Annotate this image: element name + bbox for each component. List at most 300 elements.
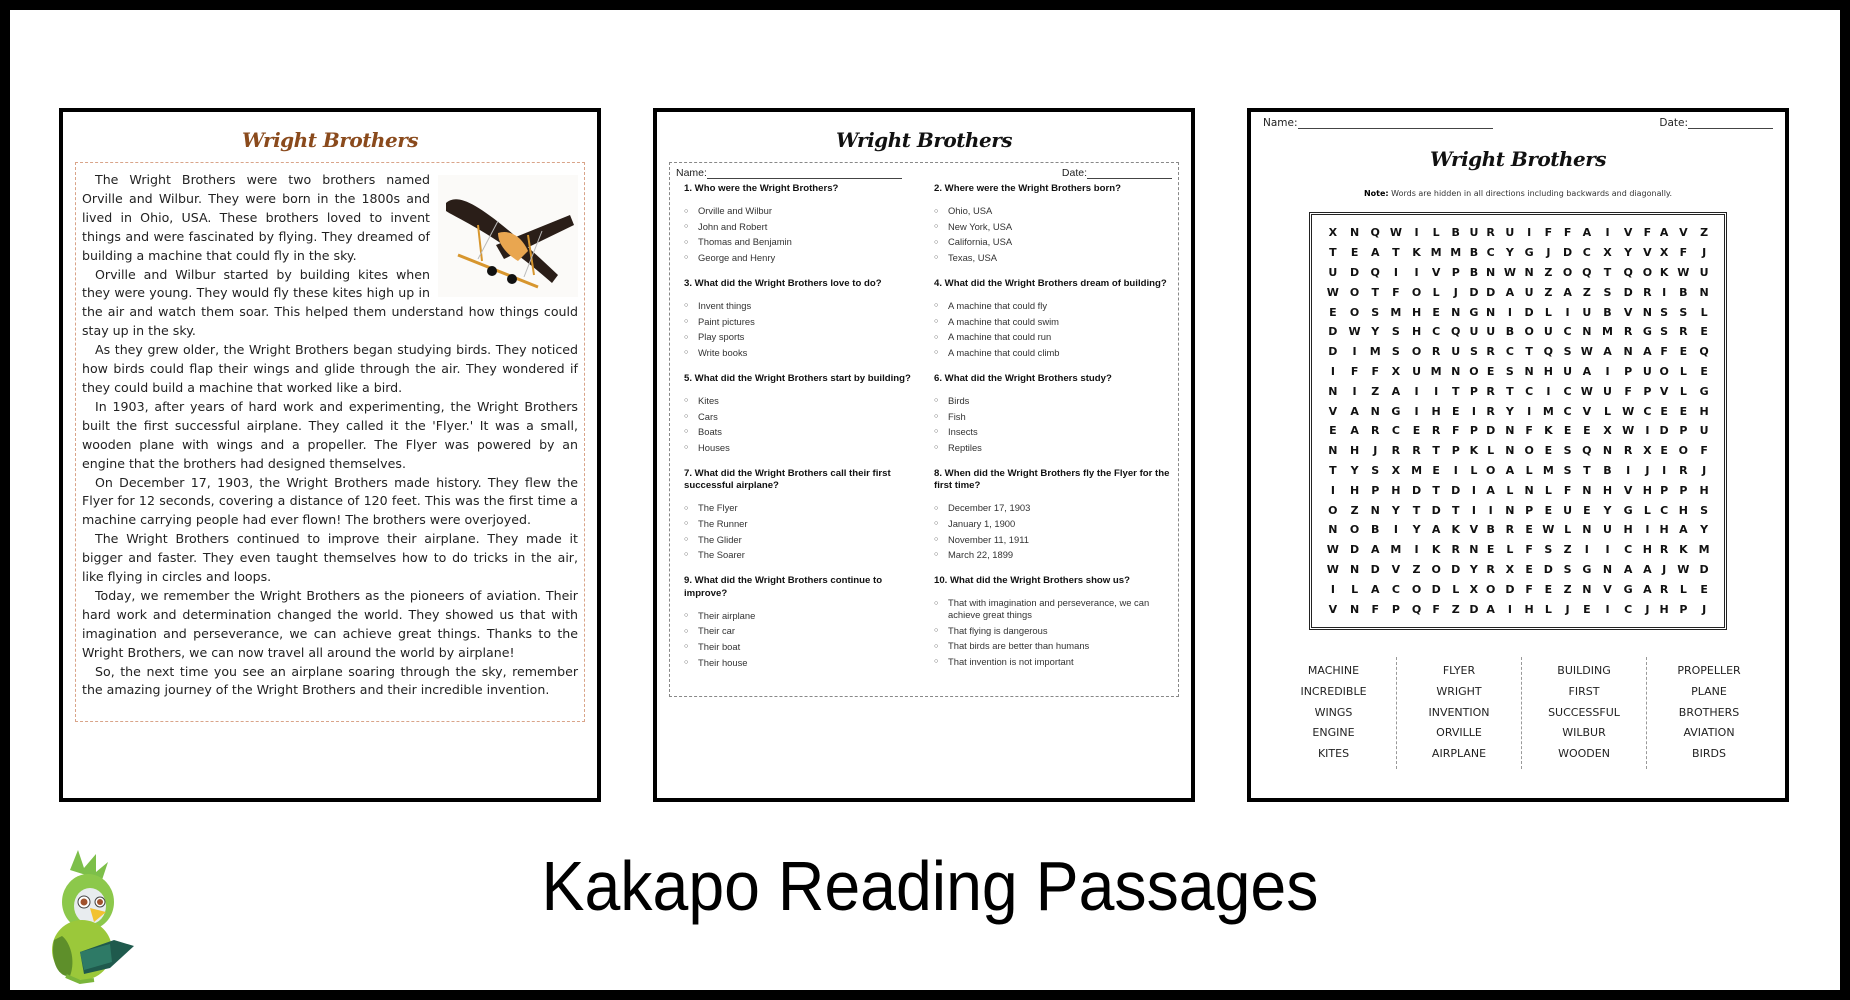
grid-letter[interactable]: E <box>1329 305 1337 319</box>
radio-circle-icon[interactable]: ○ <box>684 207 689 215</box>
grid-letter[interactable]: X <box>1659 246 1669 260</box>
answer-option[interactable] <box>684 235 922 251</box>
grid-letter[interactable]: A <box>1350 404 1359 418</box>
grid-letter[interactable]: D <box>1451 562 1461 576</box>
grid-letter[interactable]: S <box>1391 325 1400 339</box>
grid-letter[interactable]: V <box>1328 404 1338 418</box>
grid-letter[interactable]: C <box>1391 424 1400 438</box>
grid-letter[interactable]: G <box>1642 325 1652 339</box>
radio-circle-icon[interactable]: ○ <box>934 627 939 635</box>
grid-letter[interactable]: J <box>1565 602 1570 616</box>
grid-letter[interactable]: T <box>1603 265 1612 279</box>
grid-letter[interactable]: I <box>1527 404 1532 418</box>
grid-letter[interactable]: L <box>1525 463 1533 477</box>
radio-circle-icon[interactable]: ○ <box>934 412 939 420</box>
grid-letter[interactable]: E <box>1544 582 1553 596</box>
grid-letter[interactable]: J <box>1373 444 1378 458</box>
grid-letter[interactable]: O <box>1431 562 1441 576</box>
grid-letter[interactable]: D <box>1451 483 1461 497</box>
answer-option[interactable] <box>684 639 922 655</box>
grid-letter[interactable]: M <box>1430 246 1442 260</box>
grid-letter[interactable]: U <box>1451 345 1461 359</box>
grid-letter[interactable]: T <box>1329 463 1337 477</box>
grid-letter[interactable]: M <box>1450 246 1462 260</box>
grid-letter[interactable]: F <box>1544 226 1553 240</box>
grid-letter[interactable]: U <box>1524 285 1534 299</box>
grid-letter[interactable]: W <box>1389 226 1402 240</box>
grid-letter[interactable]: D <box>1623 285 1633 299</box>
grid-letter[interactable]: O <box>1485 463 1496 477</box>
grid-letter[interactable]: L <box>1679 364 1687 378</box>
grid-letter[interactable]: P <box>1451 444 1460 458</box>
grid-letter[interactable]: H <box>1411 325 1422 339</box>
grid-letter[interactable]: N <box>1602 562 1613 576</box>
grid-letter[interactable]: I <box>1352 345 1357 359</box>
answer-option[interactable] <box>684 532 922 548</box>
grid-letter[interactable]: T <box>1412 503 1421 517</box>
grid-letter[interactable]: S <box>1700 503 1709 517</box>
grid-letter[interactable]: I <box>1414 543 1419 557</box>
grid-letter[interactable]: A <box>1623 562 1633 576</box>
grid-letter[interactable]: N <box>1623 345 1633 359</box>
grid-letter[interactable]: E <box>1486 543 1495 557</box>
grid-letter[interactable]: U <box>1563 364 1573 378</box>
grid-letter[interactable]: S <box>1544 543 1553 557</box>
grid-letter[interactable]: J <box>1546 246 1551 260</box>
grid-letter[interactable]: D <box>1699 562 1709 576</box>
answer-option[interactable] <box>934 393 1172 409</box>
grid-letter[interactable]: S <box>1603 285 1612 299</box>
grid-letter[interactable]: I <box>1488 503 1493 517</box>
grid-letter[interactable]: N <box>1642 305 1652 319</box>
grid-letter[interactable]: E <box>1700 364 1708 378</box>
grid-letter[interactable]: D <box>1543 562 1553 576</box>
grid-letter[interactable]: R <box>1451 543 1460 557</box>
grid-letter[interactable]: A <box>1582 226 1592 240</box>
grid-letter[interactable]: F <box>1371 364 1379 378</box>
grid-letter[interactable]: R <box>1659 543 1669 557</box>
grid-letter[interactable]: I <box>1527 226 1532 240</box>
grid-letter[interactable]: P <box>1660 483 1669 497</box>
grid-letter[interactable]: P <box>1643 384 1652 398</box>
grid-letter[interactable]: L <box>1700 305 1708 319</box>
answer-option[interactable] <box>934 298 1172 314</box>
grid-letter[interactable]: Z <box>1544 285 1553 299</box>
grid-letter[interactable]: Z <box>1700 226 1709 240</box>
grid-letter[interactable]: L <box>1487 444 1495 458</box>
grid-letter[interactable]: V <box>1643 246 1652 260</box>
grid-letter[interactable]: O <box>1469 364 1479 378</box>
grid-letter[interactable]: E <box>1700 325 1708 339</box>
grid-letter[interactable]: E <box>1679 404 1688 418</box>
grid-letter[interactable]: N <box>1602 444 1613 458</box>
radio-circle-icon[interactable]: ○ <box>934 317 939 325</box>
grid-letter[interactable]: J <box>1702 246 1707 260</box>
radio-circle-icon[interactable]: ○ <box>684 302 689 310</box>
answer-option[interactable] <box>684 250 922 266</box>
grid-letter[interactable]: F <box>1525 424 1533 438</box>
grid-letter[interactable]: J <box>1645 602 1650 616</box>
grid-letter[interactable]: I <box>1626 463 1631 477</box>
grid-letter[interactable]: S <box>1660 325 1669 339</box>
grid-letter[interactable]: E <box>1660 404 1668 418</box>
grid-letter[interactable]: R <box>1679 325 1688 339</box>
grid-letter[interactable]: X <box>1469 582 1479 596</box>
answer-option[interactable] <box>934 204 1172 220</box>
grid-letter[interactable]: N <box>1699 285 1709 299</box>
grid-letter[interactable]: A <box>1643 562 1652 576</box>
radio-circle-icon[interactable]: ○ <box>684 520 689 528</box>
answer-option[interactable] <box>934 330 1172 346</box>
grid-letter[interactable]: M <box>1390 543 1402 557</box>
grid-letter[interactable]: P <box>1624 364 1633 378</box>
grid-letter[interactable]: D <box>1469 602 1479 616</box>
grid-letter[interactable]: A <box>1603 345 1612 359</box>
grid-letter[interactable]: C <box>1624 543 1633 557</box>
grid-letter[interactable]: N <box>1370 503 1380 517</box>
grid-letter[interactable]: C <box>1505 345 1514 359</box>
answer-option[interactable] <box>684 345 922 361</box>
grid-letter[interactable]: P <box>1525 503 1534 517</box>
grid-letter[interactable]: O <box>1349 523 1360 537</box>
grid-letter[interactable]: G <box>1524 246 1534 260</box>
grid-letter[interactable]: E <box>1583 602 1591 616</box>
grid-letter[interactable]: T <box>1371 285 1379 299</box>
grid-letter[interactable]: D <box>1350 265 1360 279</box>
grid-letter[interactable]: P <box>1679 424 1688 438</box>
radio-circle-icon[interactable]: ○ <box>684 223 689 231</box>
radio-circle-icon[interactable]: ○ <box>684 317 689 325</box>
grid-letter[interactable]: L <box>1679 582 1687 596</box>
radio-circle-icon[interactable]: ○ <box>684 333 689 341</box>
grid-letter[interactable]: A <box>1643 345 1652 359</box>
grid-letter[interactable]: S <box>1563 444 1572 458</box>
grid-letter[interactable]: S <box>1371 463 1380 477</box>
grid-letter[interactable]: V <box>1582 404 1592 418</box>
grid-letter[interactable]: E <box>1412 424 1421 438</box>
grid-letter[interactable]: W <box>1622 424 1635 438</box>
grid-letter[interactable]: N <box>1328 384 1338 398</box>
answer-option[interactable] <box>934 623 1172 639</box>
grid-letter[interactable]: R <box>1486 404 1495 418</box>
grid-letter[interactable]: N <box>1486 305 1496 319</box>
grid-letter[interactable]: A <box>1391 384 1401 398</box>
grid-letter[interactable]: R <box>1486 345 1495 359</box>
grid-letter[interactable]: P <box>1679 602 1688 616</box>
grid-letter[interactable]: N <box>1451 305 1461 319</box>
grid-letter[interactable]: F <box>1563 483 1572 497</box>
grid-letter[interactable]: P <box>1371 483 1380 497</box>
grid-letter[interactable]: Z <box>1371 384 1380 398</box>
grid-letter[interactable]: L <box>1679 384 1687 398</box>
grid-letter[interactable]: I <box>1507 602 1512 616</box>
grid-letter[interactable]: H <box>1699 404 1709 418</box>
grid-letter[interactable]: N <box>1370 404 1380 418</box>
grid-letter[interactable]: X <box>1328 226 1338 240</box>
radio-circle-icon[interactable]: ○ <box>934 302 939 310</box>
grid-letter[interactable]: I <box>1605 226 1610 240</box>
grid-letter[interactable]: N <box>1505 444 1515 458</box>
answer-option[interactable] <box>934 250 1172 266</box>
grid-letter[interactable]: C <box>1563 404 1572 418</box>
grid-letter[interactable]: R <box>1643 285 1652 299</box>
answer-option[interactable] <box>934 654 1172 670</box>
grid-letter[interactable]: K <box>1469 444 1479 458</box>
radio-circle-icon[interactable]: ○ <box>934 551 939 559</box>
grid-letter[interactable]: L <box>1351 582 1359 596</box>
grid-letter[interactable]: J <box>1453 285 1458 299</box>
radio-circle-icon[interactable]: ○ <box>934 207 939 215</box>
radio-circle-icon[interactable]: ○ <box>684 444 689 452</box>
grid-letter[interactable]: O <box>1411 582 1422 596</box>
grid-letter[interactable]: H <box>1659 602 1669 616</box>
grid-letter[interactable]: U <box>1486 325 1496 339</box>
grid-letter[interactable]: N <box>1582 582 1592 596</box>
grid-letter[interactable]: A <box>1679 523 1688 537</box>
grid-letter[interactable]: Q <box>1370 226 1380 240</box>
grid-letter[interactable]: V <box>1623 226 1633 240</box>
grid-letter[interactable]: R <box>1679 463 1688 477</box>
grid-letter[interactable]: I <box>1605 543 1610 557</box>
grid-letter[interactable]: S <box>1391 345 1400 359</box>
grid-letter[interactable]: C <box>1432 325 1441 339</box>
grid-letter[interactable]: I <box>1330 364 1335 378</box>
grid-letter[interactable]: U <box>1412 364 1422 378</box>
answer-option[interactable] <box>684 298 922 314</box>
grid-letter[interactable]: N <box>1486 265 1496 279</box>
radio-circle-icon[interactable]: ○ <box>684 397 689 405</box>
grid-letter[interactable]: E <box>1583 503 1591 517</box>
grid-letter[interactable]: M <box>1698 543 1710 557</box>
grid-letter[interactable]: Z <box>1451 602 1460 616</box>
grid-letter[interactable]: A <box>1582 364 1592 378</box>
grid-letter[interactable]: E <box>1563 424 1572 438</box>
grid-letter[interactable]: Q <box>1582 265 1592 279</box>
grid-letter[interactable]: C <box>1486 246 1495 260</box>
grid-letter[interactable]: Q <box>1543 345 1554 359</box>
grid-letter[interactable]: L <box>1603 404 1611 418</box>
grid-letter[interactable]: X <box>1391 463 1401 477</box>
grid-letter[interactable]: D <box>1370 562 1380 576</box>
grid-letter[interactable]: Q <box>1582 444 1592 458</box>
answer-option[interactable] <box>934 409 1172 425</box>
grid-letter[interactable]: N <box>1328 444 1338 458</box>
radio-circle-icon[interactable]: ○ <box>684 612 689 619</box>
grid-letter[interactable]: E <box>1432 463 1440 477</box>
radio-circle-icon[interactable]: ○ <box>684 504 689 512</box>
grid-letter[interactable]: I <box>1414 384 1419 398</box>
grid-letter[interactable]: V <box>1659 384 1669 398</box>
grid-letter[interactable]: Q <box>1411 602 1422 616</box>
radio-circle-icon[interactable]: ○ <box>934 223 939 231</box>
grid-letter[interactable]: T <box>1432 444 1440 458</box>
grid-letter[interactable]: N <box>1328 523 1338 537</box>
grid-letter[interactable]: U <box>1582 305 1592 319</box>
grid-letter[interactable]: T <box>1329 246 1337 260</box>
grid-letter[interactable]: A <box>1505 463 1515 477</box>
grid-letter[interactable]: I <box>1414 404 1419 418</box>
grid-letter[interactable]: U <box>1563 503 1573 517</box>
radio-circle-icon[interactable]: ○ <box>934 642 939 650</box>
answer-option[interactable] <box>684 624 922 640</box>
grid-letter[interactable]: O <box>1485 582 1496 596</box>
grid-letter[interactable]: V <box>1469 523 1479 537</box>
grid-letter[interactable]: E <box>1486 364 1495 378</box>
grid-letter[interactable]: M <box>1369 345 1381 359</box>
grid-letter[interactable]: K <box>1451 523 1460 537</box>
grid-letter[interactable]: U <box>1603 384 1612 398</box>
answer-option[interactable] <box>684 501 922 517</box>
grid-letter[interactable]: M <box>1542 404 1554 418</box>
grid-letter[interactable]: I <box>1414 226 1419 240</box>
grid-letter[interactable]: N <box>1349 602 1360 616</box>
grid-letter[interactable]: F <box>1643 226 1652 240</box>
grid-letter[interactable]: A <box>1505 285 1515 299</box>
grid-letter[interactable]: D <box>1563 246 1573 260</box>
grid-letter[interactable]: O <box>1349 305 1360 319</box>
grid-letter[interactable]: F <box>1624 384 1632 398</box>
grid-letter[interactable]: O <box>1411 345 1422 359</box>
grid-letter[interactable]: I <box>1471 404 1476 418</box>
grid-letter[interactable]: E <box>1583 424 1591 438</box>
grid-letter[interactable]: I <box>1453 463 1458 477</box>
grid-letter[interactable]: B <box>1505 325 1515 339</box>
radio-circle-icon[interactable]: ○ <box>934 254 939 262</box>
grid-letter[interactable]: Y <box>1700 523 1709 537</box>
grid-letter[interactable]: Y <box>1603 503 1612 517</box>
grid-letter[interactable]: H <box>1602 483 1613 497</box>
grid-letter[interactable]: T <box>1583 463 1591 477</box>
grid-letter[interactable]: K <box>1431 543 1441 557</box>
radio-circle-icon[interactable]: ○ <box>934 238 939 246</box>
grid-letter[interactable]: D <box>1411 483 1422 497</box>
grid-letter[interactable]: R <box>1486 562 1495 576</box>
answer-option[interactable] <box>934 345 1172 361</box>
grid-letter[interactable]: W <box>1542 523 1555 537</box>
grid-letter[interactable]: G <box>1699 384 1709 398</box>
grid-letter[interactable]: E <box>1544 503 1553 517</box>
grid-letter[interactable]: N <box>1524 265 1534 279</box>
grid-letter[interactable]: A <box>1486 483 1495 497</box>
grid-letter[interactable]: D <box>1659 424 1669 438</box>
radio-circle-icon[interactable]: ○ <box>934 444 939 452</box>
grid-letter[interactable]: P <box>1469 384 1478 398</box>
grid-letter[interactable]: G <box>1391 404 1401 418</box>
radio-circle-icon[interactable]: ○ <box>934 428 939 436</box>
grid-letter[interactable]: I <box>1330 483 1335 497</box>
grid-letter[interactable]: K <box>1679 543 1688 557</box>
radio-circle-icon[interactable]: ○ <box>934 504 939 512</box>
grid-letter[interactable]: I <box>1507 305 1512 319</box>
grid-letter[interactable]: P <box>1451 265 1460 279</box>
grid-letter[interactable]: B <box>1451 226 1460 240</box>
grid-letter[interactable]: A <box>1431 523 1441 537</box>
answer-option[interactable] <box>934 314 1172 330</box>
grid-letter[interactable]: F <box>1451 424 1460 438</box>
grid-letter[interactable]: N <box>1469 543 1479 557</box>
radio-circle-icon[interactable]: ○ <box>684 658 689 666</box>
grid-letter[interactable]: X <box>1391 364 1401 378</box>
grid-letter[interactable]: D <box>1524 305 1534 319</box>
radio-circle-icon[interactable]: ○ <box>934 520 939 528</box>
grid-letter[interactable]: Y <box>1505 246 1514 260</box>
grid-letter[interactable]: F <box>1432 602 1440 616</box>
grid-letter[interactable]: G <box>1582 562 1592 576</box>
grid-letter[interactable]: K <box>1544 424 1553 438</box>
grid-letter[interactable]: O <box>1524 444 1534 458</box>
grid-letter[interactable]: V <box>1431 265 1441 279</box>
answer-option[interactable] <box>684 409 922 425</box>
grid-letter[interactable]: T <box>1392 246 1400 260</box>
grid-letter[interactable]: J <box>1702 463 1707 477</box>
grid-letter[interactable]: A <box>1370 543 1380 557</box>
grid-letter[interactable]: U <box>1699 424 1709 438</box>
radio-circle-icon[interactable]: ○ <box>934 599 939 607</box>
grid-letter[interactable]: E <box>1350 246 1359 260</box>
grid-letter[interactable]: N <box>1524 364 1534 378</box>
grid-letter[interactable]: V <box>1391 562 1401 576</box>
grid-letter[interactable]: Z <box>1582 285 1591 299</box>
grid-letter[interactable]: I <box>1645 424 1650 438</box>
grid-letter[interactable]: Z <box>1350 503 1359 517</box>
grid-letter[interactable]: S <box>1505 364 1514 378</box>
grid-letter[interactable]: E <box>1544 444 1553 458</box>
grid-letter[interactable]: Q <box>1451 325 1461 339</box>
grid-letter[interactable]: Q <box>1623 265 1633 279</box>
grid-letter[interactable]: D <box>1486 285 1496 299</box>
answer-option[interactable] <box>934 639 1172 655</box>
grid-letter[interactable]: X <box>1603 246 1612 260</box>
grid-letter[interactable]: S <box>1563 562 1572 576</box>
grid-letter[interactable]: E <box>1660 444 1668 458</box>
grid-letter[interactable]: I <box>1352 384 1357 398</box>
grid-letter[interactable]: H <box>1623 523 1633 537</box>
grid-letter[interactable]: L <box>1506 483 1514 497</box>
grid-letter[interactable]: W <box>1677 562 1690 576</box>
answer-option[interactable] <box>684 393 922 409</box>
grid-letter[interactable]: Q <box>1370 265 1380 279</box>
grid-letter[interactable]: T <box>1432 483 1440 497</box>
radio-circle-icon[interactable]: ○ <box>684 254 689 262</box>
grid-letter[interactable]: F <box>1679 246 1688 260</box>
grid-letter[interactable]: I <box>1471 483 1476 497</box>
grid-letter[interactable]: C <box>1582 246 1591 260</box>
grid-letter[interactable]: N <box>1451 364 1461 378</box>
grid-letter[interactable]: B <box>1486 523 1495 537</box>
grid-letter[interactable]: I <box>1434 384 1439 398</box>
grid-letter[interactable]: W <box>1326 285 1339 299</box>
grid-letter[interactable]: B <box>1469 265 1479 279</box>
grid-letter[interactable]: W <box>1677 265 1690 279</box>
grid-letter[interactable]: R <box>1505 523 1515 537</box>
radio-circle-icon[interactable]: ○ <box>684 551 689 559</box>
grid-letter[interactable]: S <box>1563 463 1572 477</box>
grid-letter[interactable]: J <box>1702 602 1707 616</box>
radio-circle-icon[interactable]: ○ <box>684 535 689 543</box>
grid-letter[interactable]: H <box>1659 523 1669 537</box>
grid-letter[interactable]: C <box>1563 384 1572 398</box>
grid-letter[interactable]: V <box>1679 226 1688 240</box>
answer-option[interactable] <box>934 424 1172 440</box>
grid-letter[interactable]: E <box>1679 345 1688 359</box>
answer-option[interactable] <box>684 204 922 220</box>
grid-letter[interactable]: F <box>1660 345 1668 359</box>
grid-letter[interactable]: I <box>1393 523 1398 537</box>
answer-option[interactable] <box>684 440 922 456</box>
grid-letter[interactable]: J <box>1662 562 1667 576</box>
grid-letter[interactable]: I <box>1662 285 1667 299</box>
grid-letter[interactable]: Y <box>1350 463 1359 477</box>
